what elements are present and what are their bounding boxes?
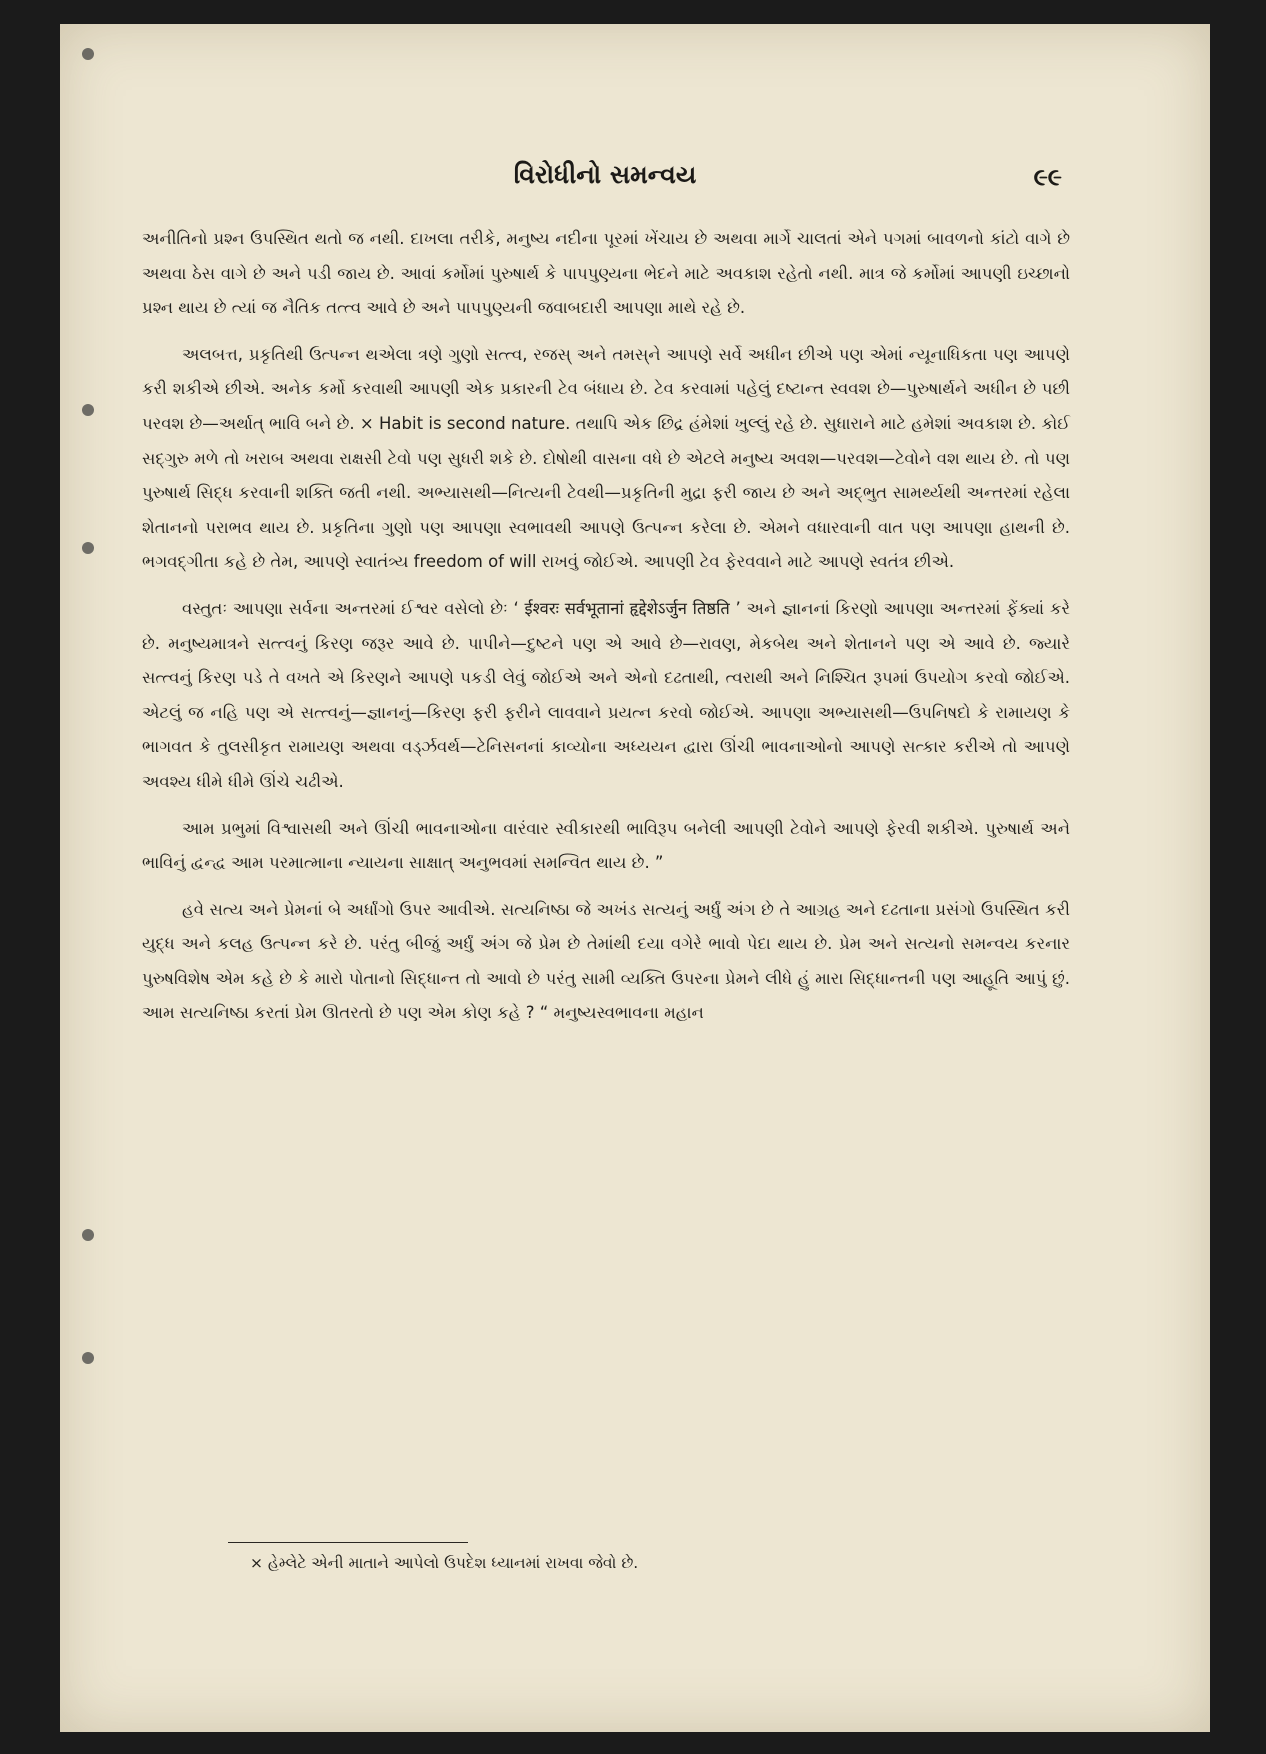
binding-hole xyxy=(82,1229,94,1241)
paragraph: અનીતિનો પ્રશ્ન ઉપસ્થિત થતો જ નથી. દાખલા તરીકે, મનુષ્ય નદીના પૂરમાં ખેંચાય છે અથવા માર્ગે ચાલતાં એને પગમાં બાવળનો કાંટો વાગે છે અથવા ઠેસ વાગે છે અને પડી જાય છે. આવાં કર્મોમાં પુરુષાર્થ કે પાપપુણ્યના ભેદને માટે અવકાશ રહેતો નથી. માત્ર જે કર્મોમાં આપણી ઇચ્છાનો પ્રશ્ન થાય છે ત્યાં જ નૈતિક તત્ત્વ આવે છે અને પાપપુણ્યની જવાબદારી આપણા માથે રહે છે. xyxy=(142,229,1070,318)
paragraph: હવે સત્ય અને પ્રેમનાં બે અર્ધાંગો ઉપર આવીએ. સત્યનિષ્ઠા જે અખંડ સત્યનું અર્ધું અંગ છે તે આગ્રહ અને દઢતાના પ્રસંગો ઉપસ્થિત કરી યુદ્ધ અને કલહ ઉત્પન્ન કરે છે. પરંતુ બીજું અર્ધું અંગ જે પ્રેમ છે તેમાંથી દયા વગેરે ભાવો પેદા થાય છે. પ્રેમ અને સત્યનો સમન્વય કરનાર પુરુષવિશેષ એમ કહે છે કે મારો પોતાનો સિદ્ધાન્ત તો આવો છે પરંતુ સામી વ્યક્તિ ઉપરના પ્રેમને લીધે હું મારા સિદ્ધાન્તની પણ આહૂતિ આપું છું. આમ સત્યનિષ્ઠા કરતાં પ્રેમ ઊતરતો છે પણ એમ કોણ કહે ? “ મનુષ્યસ્વભાવના મહાન xyxy=(142,899,1070,1023)
footnote: × હેમ્લેટે એની માતાને આપેલો ઉપદેશ ધ્યાનમાં રાખવા જેવો છે. xyxy=(250,1554,639,1572)
binding-hole xyxy=(82,48,94,60)
body-text xyxy=(142,222,1070,1043)
paragraph: વસ્તુતઃ આપણા સર્વના અન્તરમાં ઈશ્વર વસેલો છેઃ ‘ ईश्वरः सर्वभूतानां हृद्देशेऽर्जुन तिष्ठति ’ અને જ્ઞાનનાં કિરણો આપણા અન્તરમાં ફેંક્યાં કરે છે. મનુષ્યમાત્રને સત્ત્વનું કિરણ જરૂર આવે છે. પાપીને—દુષ્ટને પણ એ આવે છે—રાવણ, મેકબેથ અને શેતાનને પણ એ આવે છે. જ્યારે સત્ત્વનું કિરણ પડે તે વખતે એ કિરણને આપણે પકડી લેવું જોઈએ અને એનો દઢતાથી, ત્વરાથી અને નિશ્ચિત રૂપમાં ઉપયોગ કરવો જોઈએ. એટલું જ નહિ પણ એ સત્ત્વનું—જ્ઞાનનું—કિરણ ફરી ફરીને લાવવાને પ્રયત્ન કરવો જોઈએ. આપણા અભ્યાસથી—ઉપનિષદો કે રામાયણ કે ભાગવત કે તુલસીકૃત રામાયણ અથવા વર્ડ્ઝવર્થ—ટેનિસનનાં કાવ્યોના અધ્યયન દ્વારા ઊંચી ભાવનાઓનો આપણે સત્કાર કરીએ તો આપણે અવશ્ય ધીમે ધીમે ઊંચે ચઢીએ. xyxy=(142,598,1070,791)
paragraph: આમ પ્રભુમાં વિશ્વાસથી અને ઊંચી ભાવનાઓના વારંવાર સ્વીકારથી ભાવિરૂપ બનેલી આપણી ટેવોને આપણે ફેરવી શકીએ. પુરુષાર્થ અને ભાવિનું દ્વન્દ્વ આમ પરમાત્માના ન્યાયના સાક્ષાત્ અનુભવમાં સમન્વિત થાય છે. ” xyxy=(142,818,1070,873)
page-header xyxy=(140,160,1070,200)
footnote-divider xyxy=(228,1542,468,1543)
binding-hole xyxy=(82,542,94,554)
paragraph: અલબત્ત, પ્રકૃતિથી ઉત્પન્ન થએલા ત્રણે ગુણો સત્ત્વ, રજસ્ અને તમસ્‌ને આપણે સર્વે અધીન છીએ પણ એમાં ન્યૂનાધિકતા પણ આપણે કરી શકીએ છીએ. અનેક કર્મો કરવાથી આપણી એક પ્રકારની ટેવ બંધાય છે. ટેવ કરવામાં પહેલું દષ્ટાન્ત સ્વવશ છે—પુરુષાર્થને અધીન છે પછી પરવશ છે—અર્થાત્ ભાવિ બને છે. × Habit is second nature. તથાપિ એક છિદ્ર હંમેશાં ખુલ્લું રહે છે. સુધારાને માટે હમેશાં અવકાશ છે. કોઈ સદ્‌ગુરુ મળે તો ખરાબ અથવા રાક્ષસી ટેવો પણ સુધરી શકે છે. દોષોથી વાસના વધે છે એટલે મનુષ્ય અવશ—પરવશ—ટેવોને વશ થાય છે. તો પણ પુરુષાર્થ સિદ્ધ કરવાની શક્તિ જતી નથી. અભ્યાસથી—નિત્યની ટેવથી—પ્રકૃતિની મુદ્રા ફરી જાય છે અને અદ્‌ભુત સામર્થ્યથી અન્તરમાં રહેલા શેતાનનો પરાભવ થાય છે. પ્રકૃતિના ગુણો પણ આપણા સ્વભાવથી આપણે ઉત્પન્ન કરેલા છે. એમને વધારવાની વાત પણ આપણા હાથની છે. ભગવદ્‌ગીતા કહે છે તેમ, આપણે સ્વાતંત્ર્ય freedom of will રાખવું જોઈએ. આપણી ટેવ ફેરવવાને માટે આપણે સ્વતંત્ર છીએ. xyxy=(142,344,1070,572)
binding-hole xyxy=(82,1352,94,1364)
binding-hole xyxy=(82,404,94,416)
running-title: વિરોધીનો સમન્વય xyxy=(513,160,697,189)
page-number: ૯૯ xyxy=(1033,162,1062,191)
